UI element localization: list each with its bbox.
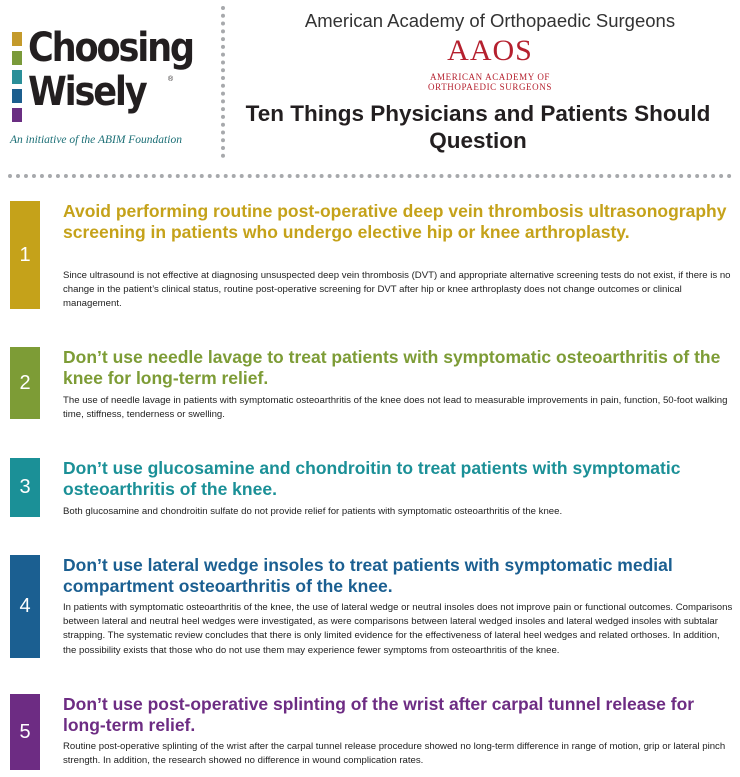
item-title: Don’t use needle lavage to treat patients with symptomatic osteoarthritis of the knee for long-term relief.: [63, 347, 721, 388]
item-body: Both glucosamine and chondroitin sulfate do not provide relief for patients with symptomatic osteoarthritis of the knee.: [63, 506, 563, 517]
recommendation-item-3: [10, 458, 734, 520]
logo-square-4: [12, 89, 22, 103]
item-body: The use of needle lavage in patients with symptomatic osteoarthritis of the knee does not lead to measurable improvements in pain, function, 50-foot walking time, stiffness, tenderness or swelling.: [63, 395, 728, 421]
logo-square-3: [12, 70, 22, 84]
item-body: In patients with symptomatic osteoarthritis of the knee, the use of lateral wedge or neutral insoles does not improve pain or functional outcomes. Comparisons between lateral and neutral heel wedges were investigated, as were comparisons between lateral wedged insoles and lateral wedged insoles with subtalar strapping. The systematic review concludes that there is only limited evidence for the effectiveness of lateral heel wedges and related orthoses. In addition, the possibility exists that those who do not use them may experience fewer symptoms from osteoarthritis of the knee.: [63, 602, 733, 656]
logo-registered-mark: ®: [168, 76, 174, 83]
item-number-badge: 1: [10, 201, 40, 309]
item-title: Don’t use lateral wedge insoles to treat patients with symptomatic medial compartment osteoarthritis of the knee.: [63, 555, 673, 596]
logo-tagline: An initiative of the ABIM Foundation: [10, 134, 182, 146]
page-title: Ten Things Physicians and Patients Should Question: [245, 101, 711, 153]
item-title: Avoid performing routine post-operative deep vein thrombosis ultrasonography screening in patients who undergo elective hip or knee arthroplasty.: [63, 201, 727, 242]
item-body: Routine post-operative splinting of the wrist after the carpal tunnel release procedure showed no long-term difference in range of motion, grip or lateral pinch strength. In addition, the research showed no difference in wound complication rates.: [63, 741, 726, 767]
item-title: Don’t use glucosamine and chondroitin to treat patients with symptomatic osteoarthritis of the knee.: [63, 458, 681, 499]
header-vertical-divider: [221, 6, 225, 158]
logo-square-5: [12, 108, 22, 122]
recommendation-item-2: [10, 347, 734, 422]
logo-square-1: [12, 32, 22, 46]
aaos-logo-line1: AMERICAN ACADEMY OF: [429, 72, 551, 82]
aaos-logo-line2: ORTHOPAEDIC SURGEONS: [428, 82, 552, 92]
item-number-badge: 4: [10, 555, 40, 658]
aaos-logo: AAOS: [447, 34, 533, 67]
recommendation-item-5: [10, 694, 734, 776]
org-name: American Academy of Orthopaedic Surgeons: [304, 10, 676, 31]
recommendation-item-1: [10, 201, 734, 313]
logo-color-squares: [12, 32, 22, 127]
item-body: Since ultrasound is not effective at diagnosing unsuspected deep vein thrombosis (DVT) and appropriate alternative screening tests do not exist, if there is no change in the patient’s clinical status, routine post-operative screening for DVT after hip or knee arthroplasty does not change outcomes or clinical management.: [63, 270, 731, 310]
item-number-badge: 2: [10, 347, 40, 419]
logo-word-choosing: Choosing: [28, 25, 193, 71]
logo-word-wisely: Wisely: [28, 69, 146, 115]
header-horizontal-divider: [8, 174, 732, 178]
logo-square-2: [12, 51, 22, 65]
item-title: Don’t use post-operative splinting of the wrist after carpal tunnel release for long-term relief.: [63, 694, 695, 735]
recommendation-item-4: [10, 555, 734, 660]
item-number-badge: 5: [10, 694, 40, 770]
item-number-badge: 3: [10, 458, 40, 517]
